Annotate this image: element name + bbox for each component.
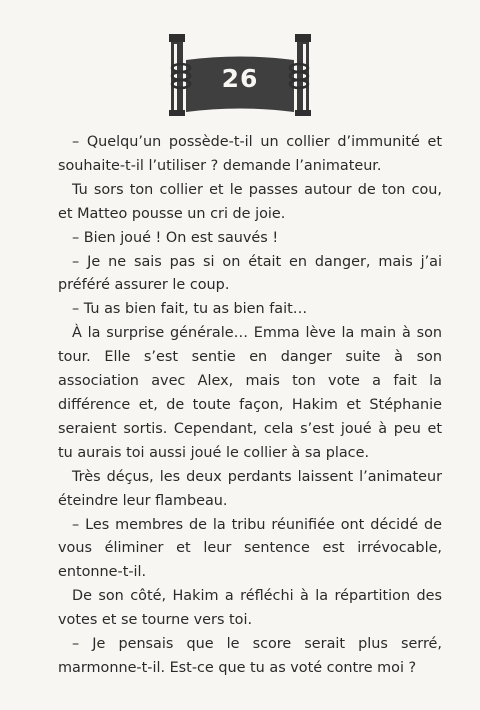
paragraph: – Les membres de la tribu réunifiée ont décidé de vous éliminer et leur sentence est irrévocable, entonne-t-il. bbox=[58, 516, 442, 581]
paragraph: Tu sors ton collier et le passes autour de ton cou, et Matteo pousse un cri de joie. bbox=[58, 181, 442, 222]
chapter-number: 26 bbox=[221, 64, 259, 93]
paragraph: À la surprise générale… Emma lève la main à son tour. Elle s’est sentie en danger suite à son association avec Alex, mais ton vote a fait la différence et, de toute façon, Hakim et Stéphanie seraient sortis. Cependant, cela s’est joué à peu et tu aurais toi aussi joué le collier à sa place. bbox=[58, 325, 442, 461]
paragraph: Très déçus, les deux perdants laissent l’animateur éteindre leur flambeau. bbox=[58, 468, 442, 509]
paragraph: – Je ne sais pas si on était en danger, mais j’ai préféré assurer le coup. bbox=[58, 253, 442, 294]
paragraph: – Bien joué ! On est sauvés ! bbox=[72, 229, 279, 246]
paragraph: – Quelqu’un possède-t-il un collier d’immunité et souhaite-t-il l’utiliser ? demande l’animateur. bbox=[58, 134, 442, 174]
paragraph: – Tu as bien fait, tu as bien fait… bbox=[72, 301, 308, 318]
paragraph: De son côté, Hakim a réfléchi à la répartition des votes et se tourne vers toi. bbox=[58, 588, 442, 629]
chapter-header bbox=[0, 0, 480, 130]
paragraph: – Je pensais que le score serait plus serré, marmonne-t-il. Est-ce que tu as voté contre moi ? bbox=[58, 636, 442, 676]
chapter-text bbox=[58, 131, 442, 681]
